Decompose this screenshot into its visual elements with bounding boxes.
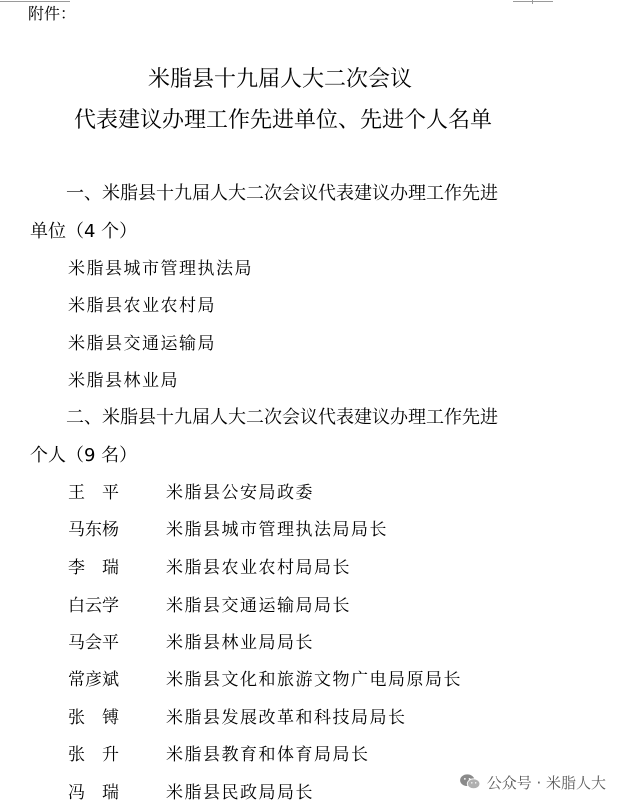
unit-item: 米脂县农业农村局 xyxy=(68,296,216,316)
person-role: 米脂县教育和体育局局长 xyxy=(166,745,370,765)
person-role: 米脂县发展改革和科技局局长 xyxy=(166,708,407,728)
person-name: 马会平 xyxy=(68,633,119,653)
person-role: 米脂县林业局局长 xyxy=(166,633,314,653)
section2-heading-cont: 个人（9 名） xyxy=(30,445,138,466)
section1-heading-cont: 单位（4 个） xyxy=(30,221,138,242)
person-name: 白云学 xyxy=(68,596,119,616)
person-role: 米脂县农业农村局局长 xyxy=(166,558,351,578)
person-name: 张 镈 xyxy=(68,708,119,728)
document-title-line1: 米脂县十九届人大二次会议 xyxy=(148,67,413,92)
unit-item: 米脂县林业局 xyxy=(68,371,179,391)
unit-item: 米脂县交通运输局 xyxy=(68,334,216,354)
person-name: 李 瑞 xyxy=(68,558,119,578)
unit-item: 米脂县城市管理执法局 xyxy=(68,259,253,279)
person-role: 米脂县公安局政委 xyxy=(166,483,314,503)
person-role: 米脂县民政局局长 xyxy=(166,783,314,803)
page-edge-lines xyxy=(0,0,620,4)
person-role: 米脂县城市管理执法局局长 xyxy=(166,520,388,540)
attachment-label: 附件： xyxy=(28,4,77,23)
watermark-text: 公众号 · 米脂人大 xyxy=(486,773,606,792)
wechat-icon xyxy=(459,773,481,791)
section2-heading: 二、米脂县十九届人大二次会议代表建议办理工作先进 xyxy=(66,407,498,428)
section1-heading: 一、米脂县十九届人大二次会议代表建议办理工作先进 xyxy=(66,183,498,204)
person-name: 常彦斌 xyxy=(68,670,119,690)
person-role: 米脂县文化和旅游文物广电局原局长 xyxy=(166,670,462,690)
document-title-line2: 代表建议办理工作先进单位、先进个人名单 xyxy=(74,108,493,133)
person-name: 冯 瑞 xyxy=(68,783,119,803)
watermark xyxy=(459,771,606,793)
person-role: 米脂县交通运输局局长 xyxy=(166,596,351,616)
person-name: 张 升 xyxy=(68,745,119,765)
person-name: 王 平 xyxy=(68,483,119,503)
person-name: 马东杨 xyxy=(68,520,119,540)
